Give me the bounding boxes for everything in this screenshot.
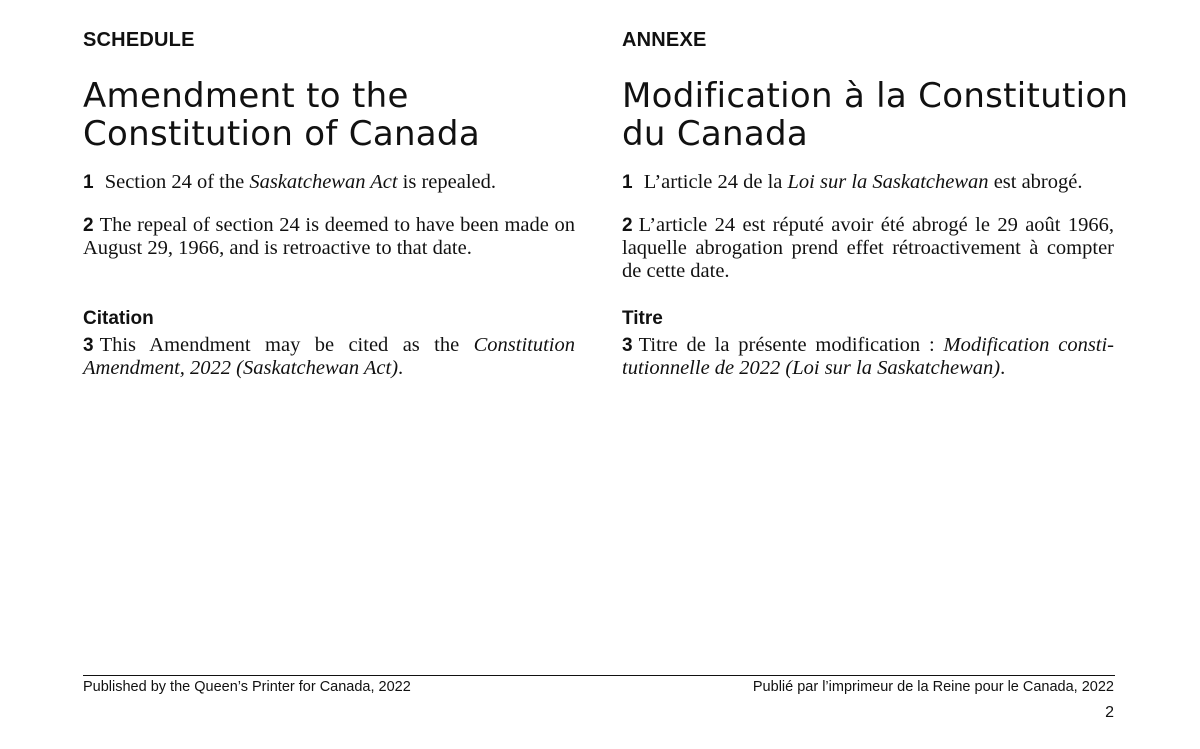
section-number: 2 <box>83 215 94 236</box>
section-text: is repealed. <box>402 171 497 193</box>
french-section-3 <box>622 334 1114 380</box>
english-citation-heading: Citation <box>83 308 154 329</box>
english-footer: Published by the Queen’s Printer for Canada, 2022 <box>83 679 411 695</box>
annexe-label: ANNEXE <box>622 29 707 51</box>
section-number: 3 <box>83 335 94 356</box>
french-section-1 <box>622 171 1114 194</box>
section-text: L’article 24 de la <box>643 171 783 193</box>
page-number: 2 <box>1105 704 1114 721</box>
section-text: The repeal of section 24 is deemed to have been made on August 29, 1966, and is retroactive to that date. <box>83 214 575 259</box>
section-number: 3 <box>622 335 633 356</box>
section-number: 1 <box>83 172 94 193</box>
english-section-2 <box>83 214 575 260</box>
english-section-1 <box>83 171 575 194</box>
french-footer: Publié par l’imprimeur de la Reine pour le Canada, 2022 <box>752 679 1114 695</box>
english-title-line-1: Amendment to the <box>83 76 409 116</box>
section-text: Titre de la présente modification : <box>638 334 935 356</box>
section-number: 1 <box>622 172 633 193</box>
french-titre-heading: Titre <box>622 308 663 329</box>
section-text: L’article 24 est réputé avoir été abrogé le 29 août 1966, laquelle abrogation prend effet rétroactivement à compter de cette date. <box>622 214 1114 282</box>
french-title-line-1: Modification à la Constitution <box>622 76 1129 116</box>
section-text: est abrogé. <box>993 171 1083 193</box>
citation-title: Constitution Amendment, 2022 (Saskatchewan Act) <box>83 334 576 379</box>
english-title <box>83 77 603 153</box>
footer-rule <box>83 675 1115 676</box>
section-text: . <box>1000 357 1006 379</box>
french-section-2 <box>622 214 1114 283</box>
english-title-line-2: Constitution of Canada <box>83 114 480 154</box>
act-name: Saskatchewan Act <box>249 171 398 193</box>
section-text: This Amendment may be cited as the <box>99 334 460 356</box>
french-title <box>622 77 1142 153</box>
schedule-label: SCHEDULE <box>83 29 195 51</box>
section-number: 2 <box>622 215 633 236</box>
act-name: Loi sur la Saskatchewan <box>787 171 989 193</box>
english-section-3 <box>83 334 575 380</box>
section-text: Section 24 of the <box>104 171 245 193</box>
section-text: . <box>398 357 404 379</box>
french-title-line-2: du Canada <box>622 114 809 154</box>
citation-title: Modification consti-tutionnelle de 2022 (Loi sur la Saskatchewan) <box>622 334 1115 379</box>
